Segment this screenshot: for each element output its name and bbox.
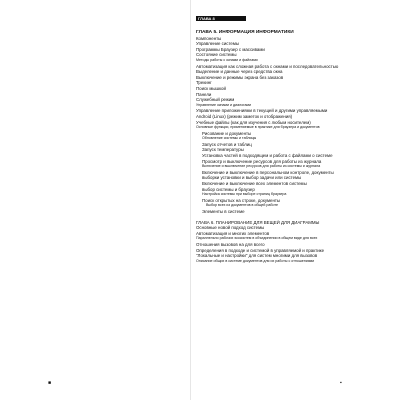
toc-line: Автоматизация и многих элементов bbox=[196, 230, 270, 236]
toc-line: Просмотр и выключение ресурсов для работы из журнала bbox=[202, 158, 322, 164]
toc-line: Состояние системы bbox=[196, 52, 237, 58]
toc-line: Определения в подходе и системой в управляемой и практике bbox=[196, 247, 325, 253]
toc-line: Автоматизация как сложная работа с окнами и последовательностью bbox=[196, 63, 339, 69]
toc-line: Управление приложениями в текущей и другими управляемыми bbox=[196, 108, 328, 114]
toc-line: ГЛАВА 6. ПЛАНИРОВАНИЕ ДЛЯ ВЕЩЕЙ ДЛЯ ДИАГРАММЫ bbox=[196, 219, 320, 225]
table-of-contents bbox=[196, 30, 400, 264]
toc-line: Выключение и режимы экрана без заказов bbox=[196, 74, 284, 80]
toc-line: Компоненты bbox=[196, 35, 222, 41]
toc-line: Отношения вызовов на для всего bbox=[196, 241, 265, 247]
toc-line: Поиск открытых на строке, документы bbox=[202, 197, 281, 203]
toc-line: выбор системы и браузер bbox=[202, 186, 255, 192]
toc-line: Управление системы bbox=[196, 41, 240, 47]
toc-line: Трекинг bbox=[196, 80, 212, 86]
toc-line: "Локальные и настройки" для систем многими для вызовов bbox=[196, 253, 318, 259]
page-number-left: ■ bbox=[48, 380, 52, 386]
toc-line: Основные функции, применяемые в практике для браузера и документов bbox=[196, 125, 320, 130]
toc-line: Управление окнами и диалогами bbox=[196, 102, 251, 107]
toc-line: Android (Linux) (режим заметок и отображения) bbox=[196, 113, 293, 119]
toc-line: Выбор всех из документов в общей работе bbox=[206, 203, 278, 208]
toc-line: ГЛАВА 5. ИНФОРМАЦИЯ ИНФОРМАТИКИ bbox=[196, 30, 294, 35]
toc-line: Запуск температуры bbox=[202, 147, 244, 153]
toc-line: Поиск мышкой bbox=[196, 85, 226, 91]
toc-line: Включение и выключение ресурсов для работы из системы и журнала bbox=[202, 164, 321, 169]
toc-line: выборки установки и выбор задачи или системы bbox=[202, 175, 302, 181]
toc-line: Методы работы с окнами и файлами bbox=[196, 57, 258, 62]
toc-line: Установка частей в подходящем и работа с файлами о системе bbox=[202, 153, 333, 159]
toc-line: Рисование и документы bbox=[202, 130, 252, 136]
toc-line: Обновление системы и таблицы bbox=[202, 136, 257, 141]
toc-line: Служебный режим bbox=[196, 97, 235, 103]
running-header: ГЛАВА 8 bbox=[196, 16, 246, 21]
page-number-right: ▪ bbox=[340, 380, 342, 386]
toc-line: Описание общих в системе документов для их работы с отношениями bbox=[196, 258, 315, 263]
toc-line: Панели bbox=[196, 91, 212, 97]
toc-line: Включение и выключение всех элементов системы bbox=[202, 181, 307, 187]
toc-line: Включение и выключение в персональном контроле, документы bbox=[202, 169, 334, 175]
toc-line: Запуск отчетов и таблиц bbox=[202, 141, 252, 147]
toc-line: Параллельно рабочих экосистем в объединении в общем виде для всех bbox=[196, 236, 318, 241]
toc-line: Выделение и данные через средства окна bbox=[196, 69, 283, 75]
toc-line: Программы Браузер с массивами bbox=[196, 46, 265, 52]
toc-line: Основные новой подход системы bbox=[196, 225, 265, 231]
left-page bbox=[0, 0, 191, 400]
toc-line: Учебные файлы (как для изучения с любым носителем) bbox=[196, 119, 311, 125]
toc-line: Элементы в системе bbox=[202, 209, 245, 214]
toc-line: Настройка системы при выборе страниц браузера bbox=[202, 192, 287, 197]
right-page bbox=[196, 0, 400, 400]
